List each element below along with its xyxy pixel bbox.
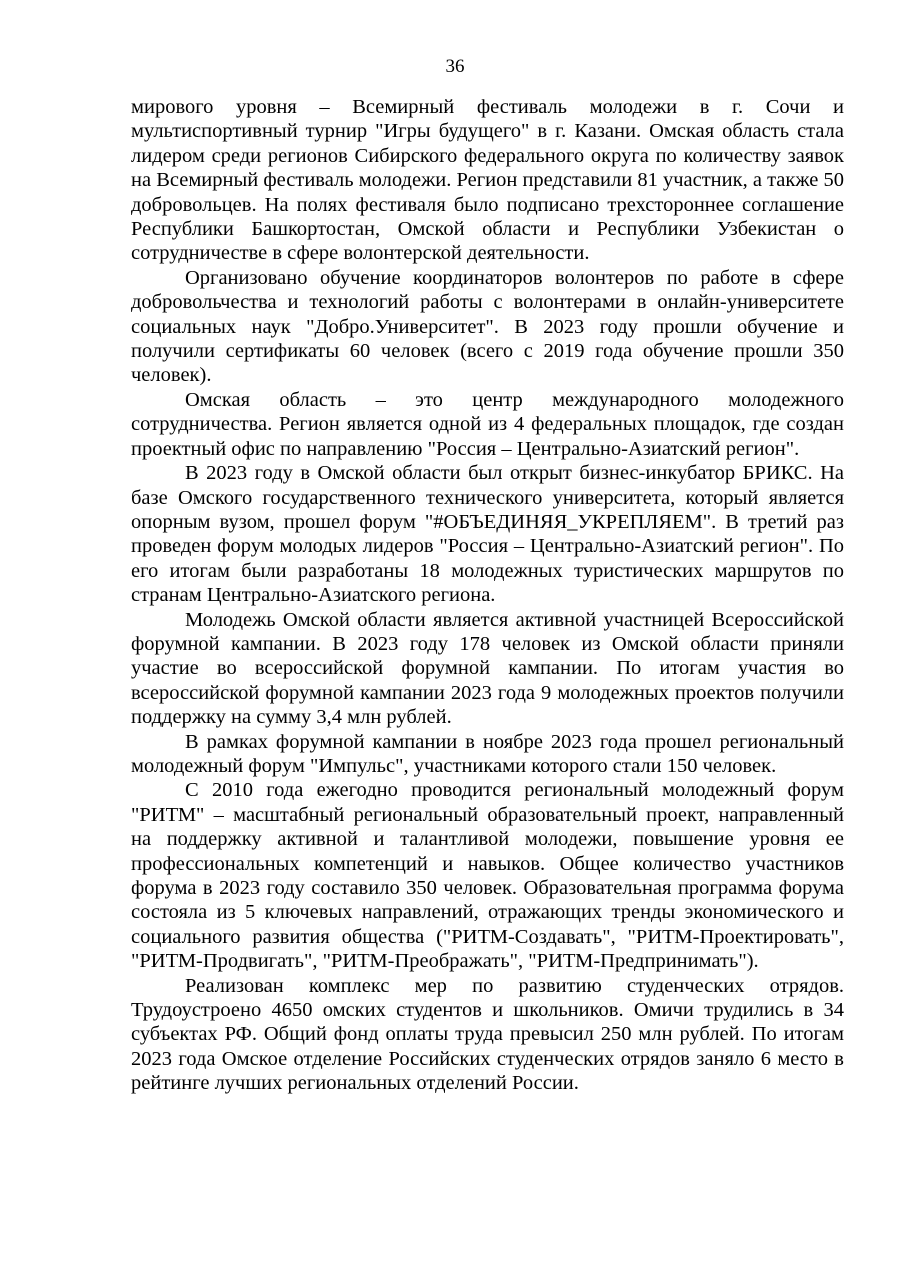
paragraph-impulse-forum: В рамках форумной кампании в ноябре 2023 года прошел региональный молодежный форум "Импульс", участниками которого стали 150 человек.: [131, 730, 844, 777]
page-number: 36: [445, 56, 465, 77]
paragraph-brics-incubator: В 2023 году в Омской области был открыт бизнес-инкубатор БРИКС. На базе Омского государственного технического университета, который является опорным вузом, прошел форум "#ОБЪЕДИНЯЯ_УКРЕПЛЯЕМ". В третий раз проведен форум молодых лидеров "Россия – Центрально-Азиатский регион". По его итогам были разработаны 18 молодежных туристических маршрутов по странам Центрально-Азиатского региона.: [131, 462, 844, 607]
paragraph-forum-campaign: Молодежь Омской области является активной участницей Всероссийской форумной кампании. В 2023 году 178 человек из Омской области приняли участие во всероссийской форумной кампании. По итогам участия во всероссийской форумной кампании 2023 года 9 молодежных проектов получили поддержку на сумму 3,4 млн рублей.: [131, 608, 844, 729]
paragraph-volunteer-training: Организовано обучение координаторов волонтеров по работе в сфере добровольчества и технологий работы с волонтерами в онлайн-университете социальных наук "Добро.Университет". В 2023 году прошли обучение и получили сертификаты 60 человек (всего с 2019 года обучение прошли 350 человек).: [131, 266, 844, 387]
paragraph-student-teams: Реализован комплекс мер по развитию студенческих отрядов. Трудоустроено 4650 омских студентов и школьников. Омичи трудились в 34 субъектах РФ. Общий фонд оплаты труда превысил 250 млн рублей. По итогам 2023 года Омское отделение Российских студенческих отрядов заняло 6 место в рейтинге лучших региональных отделений России.: [131, 974, 844, 1095]
paragraph-world-festival: мирового уровня – Всемирный фестиваль молодежи в г. Сочи и мультиспортивный турнир "Игры будущего" в г. Казани. Омская область стала лидером среди регионов Сибирского федерального округа по количеству заявок на Всемирный фестиваль молодежи. Регион представили 81 участник, а также 50 добровольцев. На полях фестиваля было подписано трехстороннее соглашение Республики Башкортостан, Омской области и Республики Узбекистан о сотрудничестве в сфере волонтерской деятельности.: [131, 96, 844, 265]
paragraph-ritm-forum: С 2010 года ежегодно проводится региональный молодежный форум "РИТМ" – масштабный региональный образовательный проект, направленный на поддержку активной и талантливой молодежи, повышение уровня ее профессиональных компетенций и навыков. Общее количество участников форума в 2023 году составило 350 человек. Образовательная программа форума состояла из 5 ключевых направлений, отражающих тренды экономического и социального развития общества ("РИТМ-Создавать", "РИТМ-Проектировать", "РИТМ-Продвигать", "РИТМ-Преображать", "РИТМ-Предпринимать").: [131, 779, 844, 973]
document-body: [131, 95, 844, 1096]
paragraph-international-cooperation: Омская область – это центр международного молодежного сотрудничества. Регион является одной из 4 федеральных площадок, где создан проектный офис по направлению "Россия – Центрально-Азиатский регион".: [131, 388, 844, 460]
